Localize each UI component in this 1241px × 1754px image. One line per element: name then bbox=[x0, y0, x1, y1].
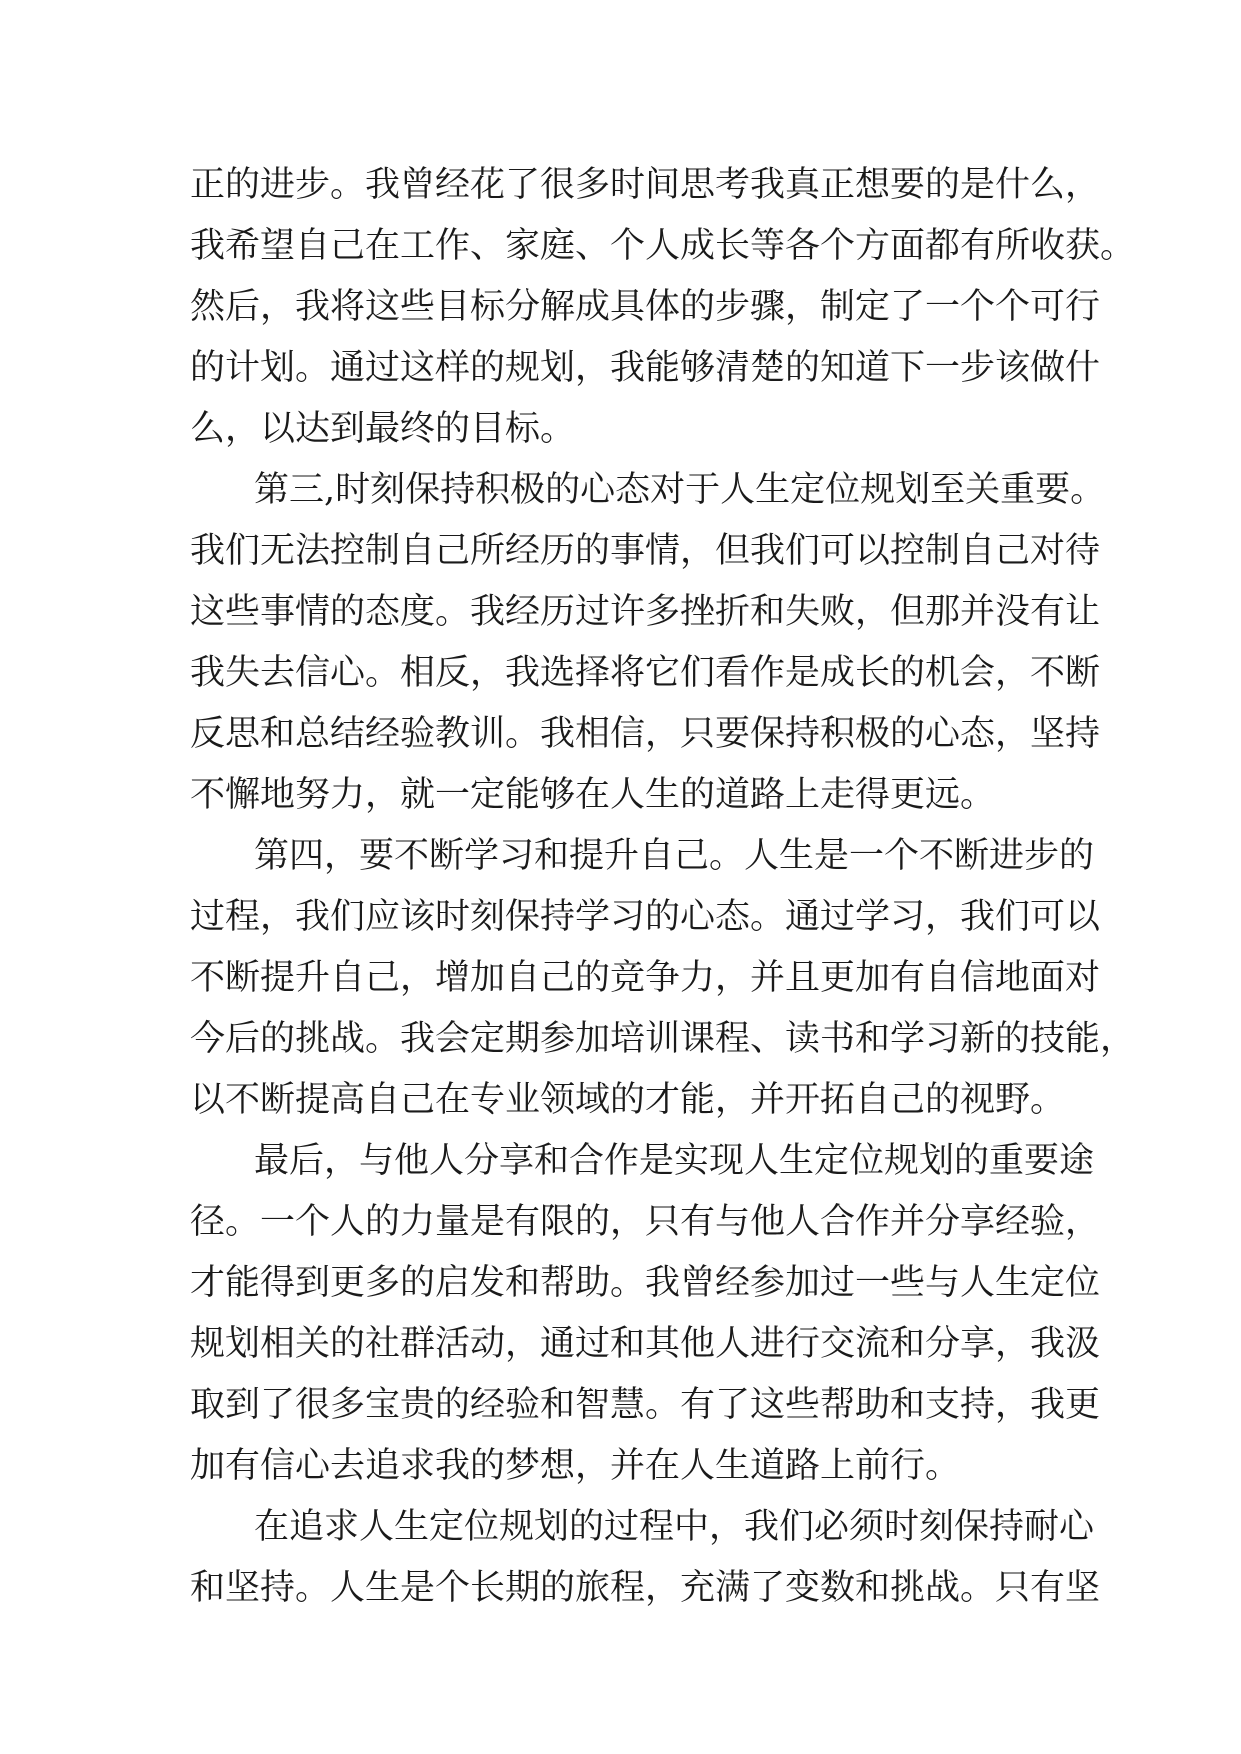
paragraph-first-line: 最后，与他人分享和合作是实现人生定位规划的重要途 bbox=[254, 1141, 1095, 1181]
text-line: 正的进步。我曾经花了很多时间思考我真正想要的是什么， bbox=[190, 165, 1101, 205]
text-line: 才能得到更多的启发和帮助。我曾经参加过一些与人生定位 bbox=[190, 1263, 1101, 1303]
text-line: 以不断提高自己在专业领域的才能，并开拓自己的视野。 bbox=[190, 1080, 1066, 1120]
text-line: 然后，我将这些目标分解成具体的步骤，制定了一个个可行 bbox=[190, 287, 1101, 327]
text-line: 的计划。通过这样的规划，我能够清楚的知道下一步该做什 bbox=[190, 348, 1101, 388]
text-line: 我们无法控制自己所经历的事情，但我们可以控制自己对待 bbox=[190, 531, 1101, 571]
text-line: 我希望自己在工作、家庭、个人成长等各个方面都有所收获。 bbox=[190, 226, 1136, 266]
paragraph-first-line: 第四，要不断学习和提升自己。人生是一个不断进步的 bbox=[254, 836, 1095, 876]
text-line: 加有信心去追求我的梦想，并在人生道路上前行。 bbox=[190, 1446, 961, 1486]
paragraph-first-line: 在追求人生定位规划的过程中，我们必须时刻保持耐心 bbox=[254, 1507, 1095, 1547]
text-line: 不断提升自己，增加自己的竞争力，并且更加有自信地面对 bbox=[190, 958, 1101, 998]
text-line: 这些事情的态度。我经历过许多挫折和失败，但那并没有让 bbox=[190, 592, 1101, 632]
text-line: 径。一个人的力量是有限的，只有与他人合作并分享经验， bbox=[190, 1202, 1101, 1242]
text-line: 规划相关的社群活动，通过和其他人进行交流和分享，我汲 bbox=[190, 1324, 1101, 1364]
text-line: 和坚持。人生是个长期的旅程，充满了变数和挑战。只有坚 bbox=[190, 1568, 1101, 1608]
text-line: 么，以达到最终的目标。 bbox=[190, 409, 576, 449]
paragraph-first-line: 第三,时刻保持积极的心态对于人生定位规划至关重要。 bbox=[254, 470, 1106, 510]
text-line: 过程，我们应该时刻保持学习的心态。通过学习，我们可以 bbox=[190, 897, 1101, 937]
text-line: 取到了很多宝贵的经验和智慧。有了这些帮助和支持，我更 bbox=[190, 1385, 1101, 1425]
text-line: 反思和总结经验教训。我相信，只要保持积极的心态，坚持 bbox=[190, 714, 1101, 754]
text-line: 不懈地努力，就一定能够在人生的道路上走得更远。 bbox=[190, 775, 996, 815]
text-line: 我失去信心。相反，我选择将它们看作是成长的机会，不断 bbox=[190, 653, 1101, 693]
document-body bbox=[190, 155, 1136, 1619]
text-line: 今后的挑战。我会定期参加培训课程、读书和学习新的技能， bbox=[190, 1019, 1136, 1059]
